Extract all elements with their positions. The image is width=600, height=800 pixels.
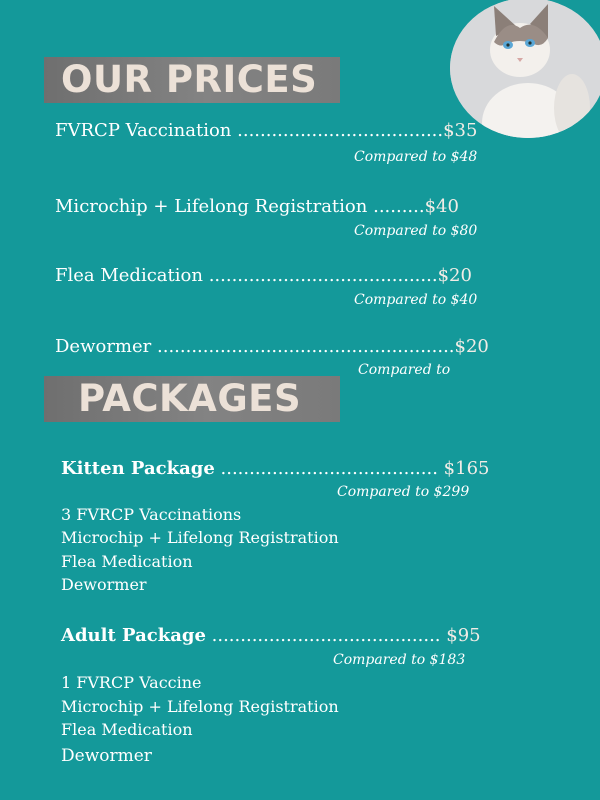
- prices-heading: OUR PRICES: [61, 58, 318, 101]
- packages-banner: [44, 376, 340, 422]
- leader-dots: ........................................: [211, 625, 441, 646]
- cat-photo: [450, 0, 600, 138]
- package-title: Kitten Package: [61, 458, 215, 479]
- leader-dots: ......................................: [220, 458, 438, 479]
- package-row: [61, 625, 481, 647]
- compare-note: Compared to $80: [354, 223, 478, 239]
- package-price: $95: [446, 625, 481, 646]
- leader-dots: .........: [373, 196, 425, 217]
- package-item: Microchip + Lifelong Registration: [61, 528, 339, 547]
- package-item: Dewormer: [61, 575, 147, 594]
- leader-dots: ........................................: [208, 265, 438, 286]
- compare-note: Compared to $40: [354, 292, 478, 308]
- price-row: [55, 120, 477, 142]
- price-row: [55, 196, 459, 218]
- price-value: $20: [454, 336, 489, 357]
- package-item: Dewormer: [61, 746, 152, 766]
- package-item: Microchip + Lifelong Registration: [61, 697, 339, 716]
- package-item: 1 FVRCP Vaccine: [61, 673, 202, 692]
- package-item: Flea Medication: [61, 552, 193, 571]
- package-title: Adult Package: [61, 625, 206, 646]
- price-value: $40: [424, 196, 459, 217]
- price-item-label: Dewormer: [55, 336, 152, 357]
- compare-note: Compared to $299: [337, 484, 470, 500]
- compare-note: Compared to $48: [354, 149, 478, 165]
- leader-dots: ....................................: [237, 120, 444, 141]
- package-item: 3 FVRCP Vaccinations: [61, 505, 242, 524]
- price-value: $35: [443, 120, 478, 141]
- leader-dots: ....................................................: [157, 336, 455, 357]
- prices-banner: [44, 57, 340, 103]
- compare-note: Compared to: [358, 362, 451, 378]
- price-row: [55, 265, 472, 287]
- cat-illustration: [450, 0, 600, 138]
- package-item: Flea Medication: [61, 720, 193, 739]
- price-row: [55, 336, 489, 358]
- price-item-label: Microchip + Lifelong Registration: [55, 196, 368, 217]
- price-item-label: Flea Medication: [55, 265, 203, 286]
- compare-note: Compared to $183: [333, 652, 466, 668]
- package-price: $165: [443, 458, 490, 479]
- price-value: $20: [437, 265, 472, 286]
- package-row: [61, 458, 489, 480]
- packages-heading: PACKAGES: [78, 377, 302, 420]
- price-item-label: FVRCP Vaccination: [55, 120, 232, 141]
